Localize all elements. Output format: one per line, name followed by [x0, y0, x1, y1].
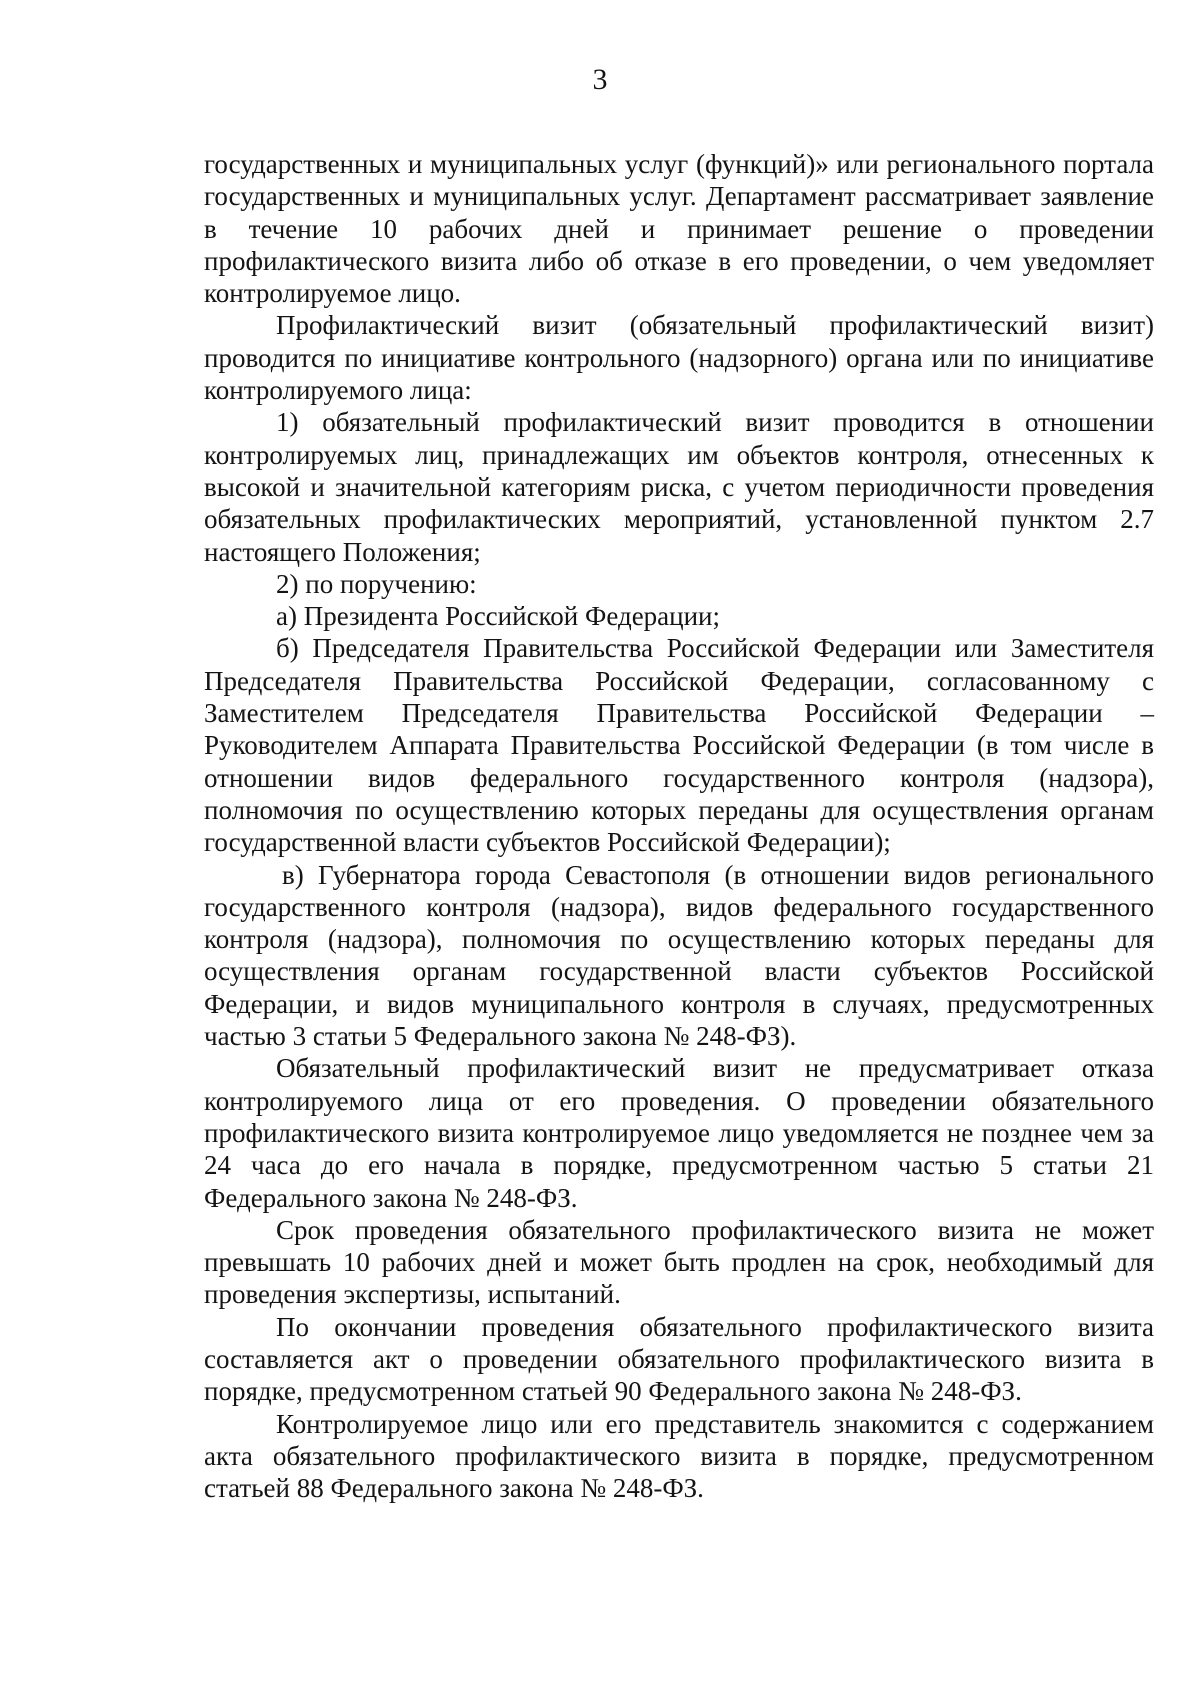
paragraph-visit-duration: Срок проведения обязательного профилактического визита не может превышать 10 рабочих дней и может быть продлен на срок, необходимый для проведения экспертизы, испытаний.	[204, 1214, 1154, 1310]
paragraph-visit-act: По окончании проведения обязательного профилактического визита составляется акт о проведении обязательного профилактического визита в порядке, предусмотренном статьей 90 Федерального закона № 248-ФЗ.	[204, 1311, 1154, 1407]
paragraph-item-1-mandatory-visit: 1) обязательный профилактический визит проводится в отношении контролируемых лиц, принадлежащих им объектов контроля, отнесенных к высокой и значительной категориям риска, с учетом периодичности проведения обязательных профилактических мероприятий, установленной пунктом 2.7 настоящего Положения;	[204, 407, 1154, 567]
paragraph-act-familiarization: Контролируемое лицо или его представитель знакомится с содержанием акта обязательного профилактического визита в порядке, предусмотренном статьей 88 Федерального закона № 248-ФЗ.	[204, 1408, 1154, 1504]
paragraph-item-v-governor: в) Губернатора города Севастополя (в отношении видов регионального государственного контроля (надзора), видов федерального государственного контроля (надзора), полномочия по осуществлению которых переданы для осуществления органам государственной власти субъектов Российской Федерации, и видов муниципального контроля в случаях, предусмотренных частью 3 статьи 5 Федерального закона № 248-ФЗ).	[204, 859, 1154, 1052]
paragraph-visit-initiative: Профилактический визит (обязательный профилактический визит) проводится по инициативе контрольного (надзорного) органа или по инициативе контролируемого лица:	[204, 310, 1154, 406]
paragraph-item-b-government-chairman: б) Председателя Правительства Российской Федерации или Заместителя Председателя Правительства Российской Федерации, согласованному с Заместителем Председателя Правительства Российской Федерации – Руководителем Аппарата Правительства Российской Федерации (в том числе в отношении видов федерального государственного контроля (надзора), полномочия по осуществлению которых переданы для осуществления органам государственной власти субъектов Российской Федерации);	[204, 633, 1154, 858]
document-body	[204, 148, 1154, 1504]
paragraph-continuation: государственных и муниципальных услуг (функций)» или регионального портала государственных и муниципальных услуг. Департамент рассматривает заявление в течение 10 рабочих дней и принимает решение о проведении профилактического визита либо об отказе в его проведении, о чем уведомляет контролируемое лицо.	[204, 149, 1154, 309]
paragraph-item-2-by-order: 2) по поручению:	[276, 568, 477, 599]
page-number: 3	[592, 63, 608, 96]
paragraph-item-a-president: а) Президента Российской Федерации;	[276, 601, 721, 632]
paragraph-no-refusal: Обязательный профилактический визит не предусматривает отказа контролируемого лица от его проведения. О проведении обязательного профилактического визита контролируемое лицо уведомляется не позднее чем за 24 часа до его начала в порядке, предусмотренном частью 5 статьи 21 Федерального закона № 248-ФЗ.	[204, 1053, 1154, 1213]
